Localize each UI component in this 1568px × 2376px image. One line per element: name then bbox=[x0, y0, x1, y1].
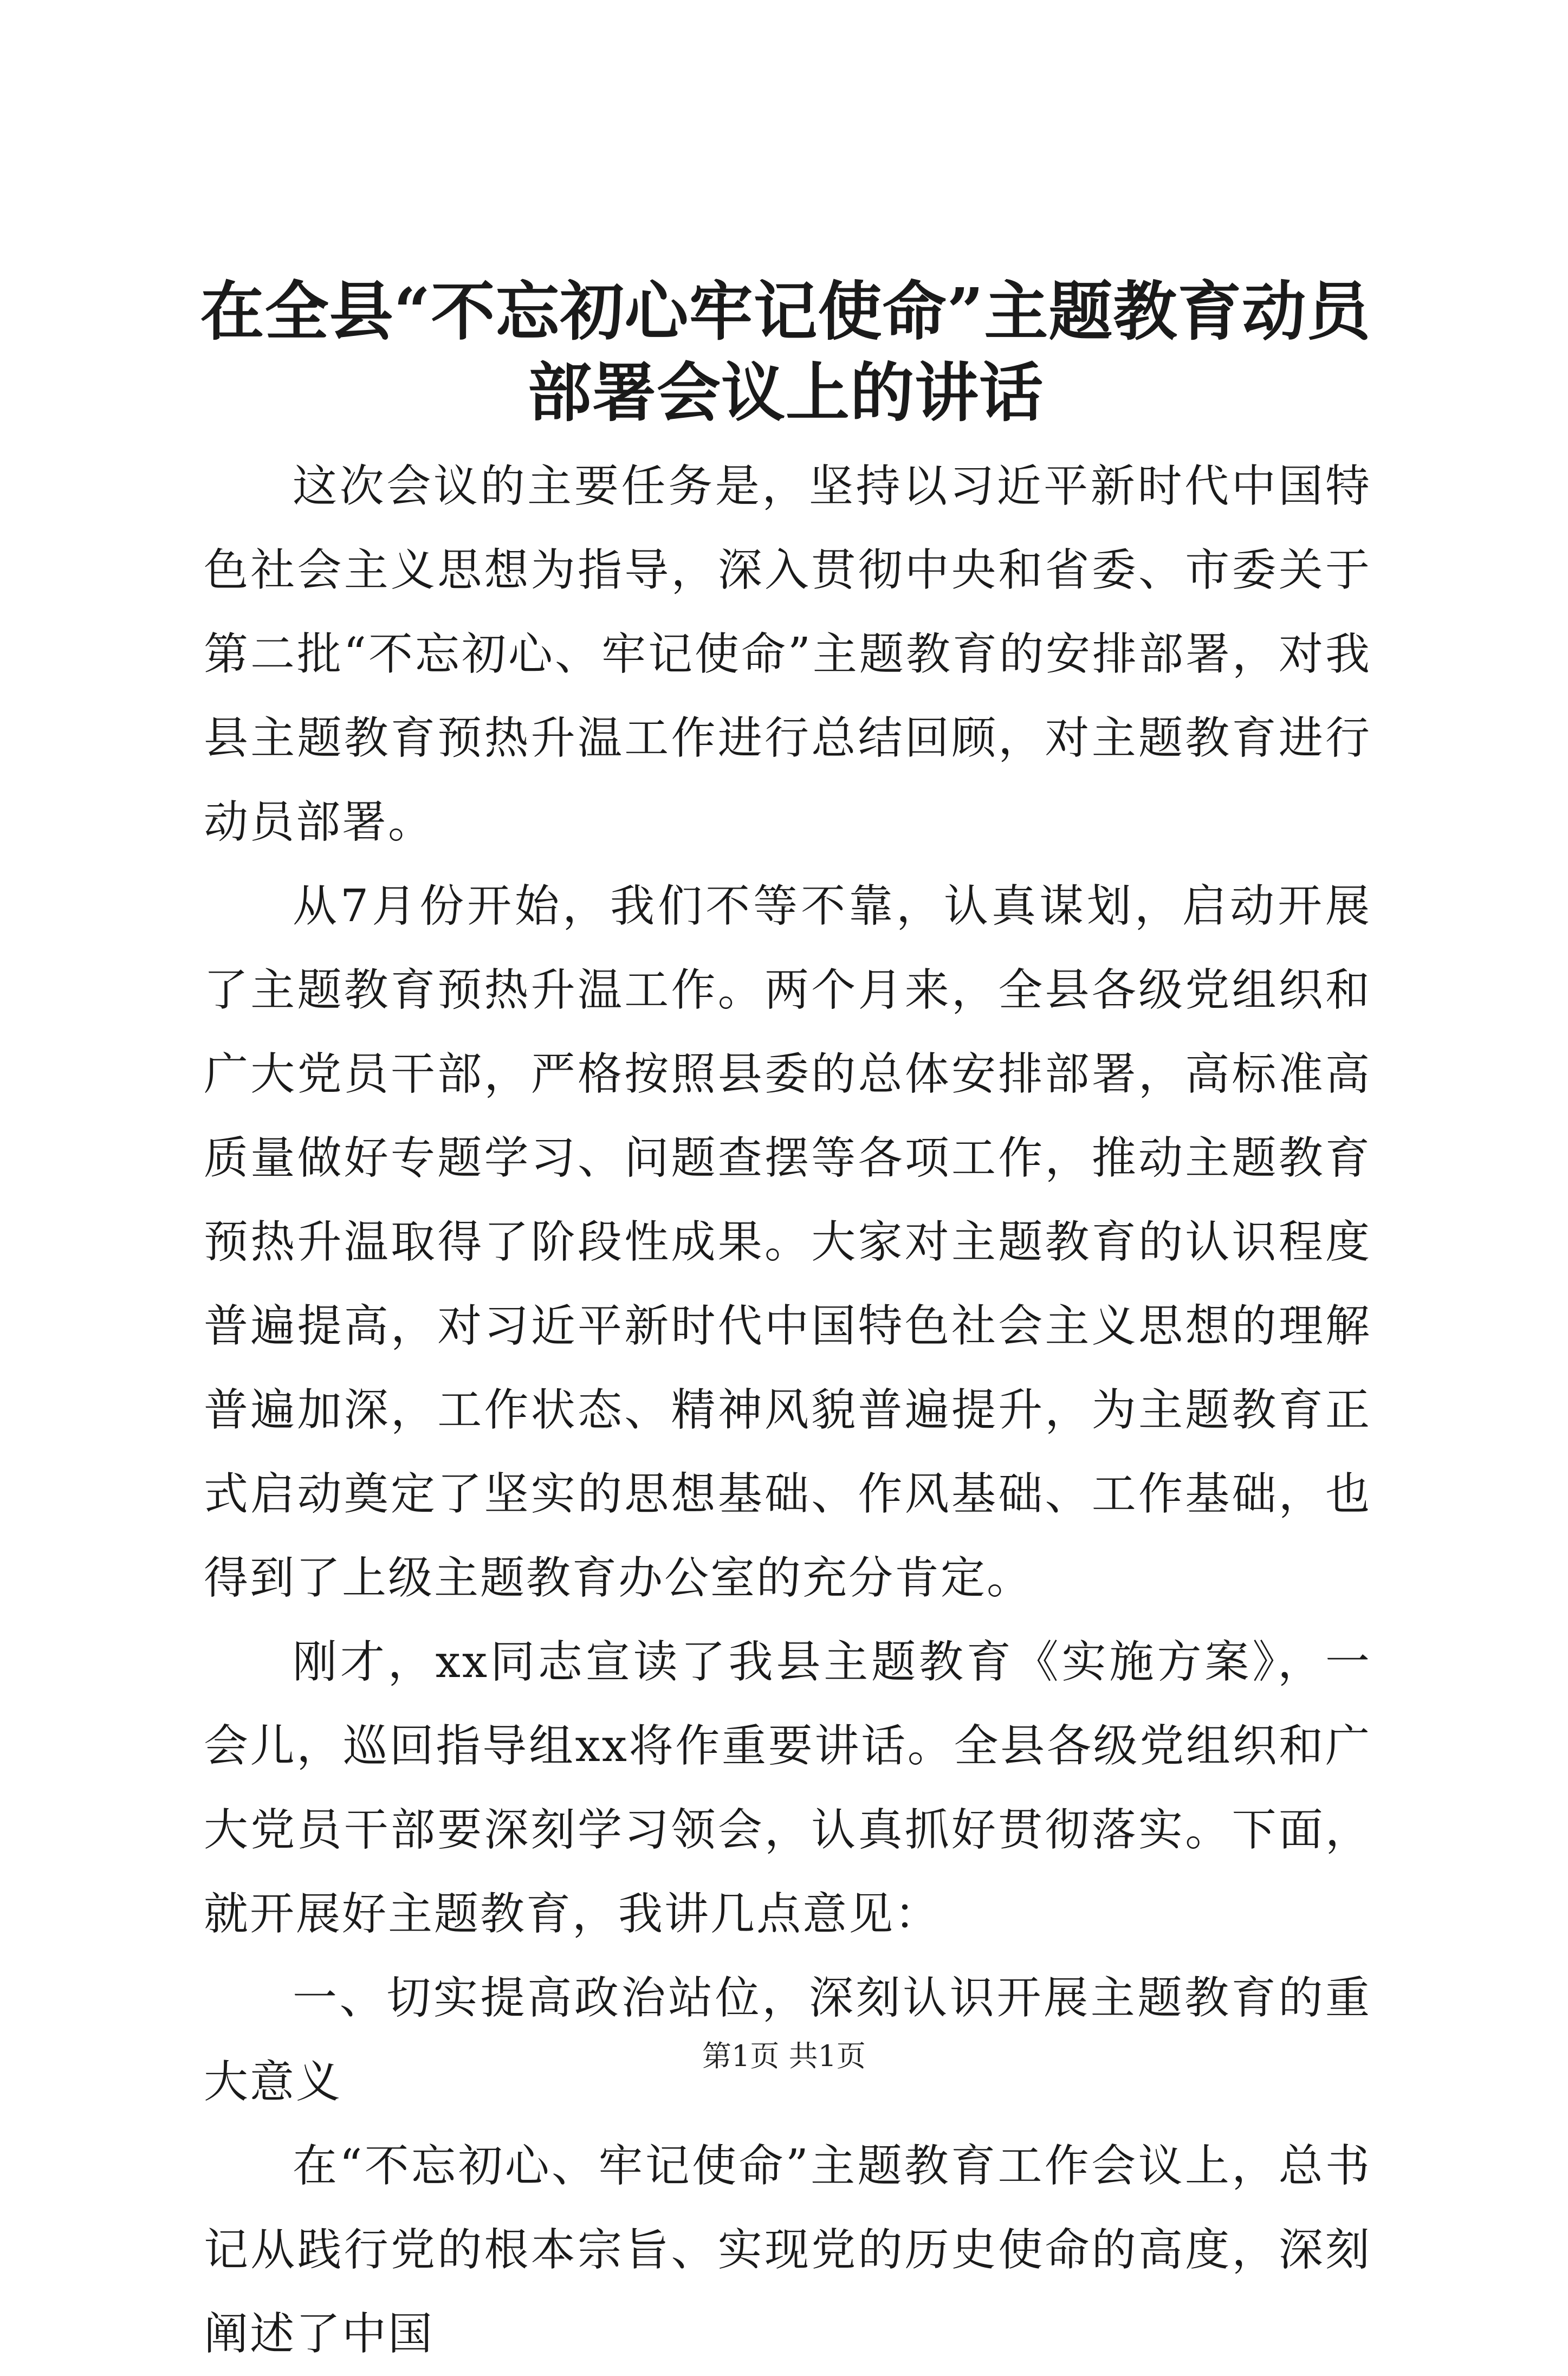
paragraph-section-1: 在“不忘初心、牢记使命”主题教育工作会议上，总书记从践行党的根本宗旨、实现党的历史使命的高度，深刻阐述了中国 bbox=[204, 2140, 1371, 2360]
paragraph-intro: 这次会议的主要任务是，坚持以习近平新时代中国特色社会主义思想为指导，深入贯彻中央和省委、市委关于第二批“不忘初心、牢记使命”主题教育的安排部署，对我县主题教育预热升温工作进行总结回顾，对主题教育进行动员部署。 bbox=[204, 461, 1371, 848]
page-number-footer: 第1页 共1页 bbox=[702, 2039, 866, 2073]
document-title: 在全县“不忘初心牢记使命”主题教育动员部署会议上的讲话 bbox=[200, 274, 1371, 430]
paragraph-opinions: 刚才，xx同志宣读了我县主题教育《实施方案》，一会儿，巡回指导组xx将作重要讲话。全县各级党组织和广大党员干部要深刻学习领会，认真抓好贯彻落实。下面，就开展好主题教育，我讲几点意见： bbox=[204, 1636, 1371, 1940]
section-heading-1: 一、切实提高政治站位，深刻认识开展主题教育的重大意义 bbox=[204, 1972, 1371, 2108]
document-body bbox=[204, 444, 1371, 2376]
paragraph-review: 从7月份开始，我们不等不靠，认真谋划，启动开展了主题教育预热升温工作。两个月来，全县各级党组织和广大党员干部，严格按照县委的总体安排部署，高标准高质量做好专题学习、问题查摆等各项工作，推动主题教育预热升温取得了阶段性成果。大家对主题教育的认识程度普遍提高，对习近平新时代中国特色社会主义思想的理解普遍加深，工作状态、精神风貌普遍提升，为主题教育正式启动奠定了坚实的思想基础、作风基础、工作基础，也得到了上级主题教育办公室的充分肯定。 bbox=[204, 881, 1371, 1604]
